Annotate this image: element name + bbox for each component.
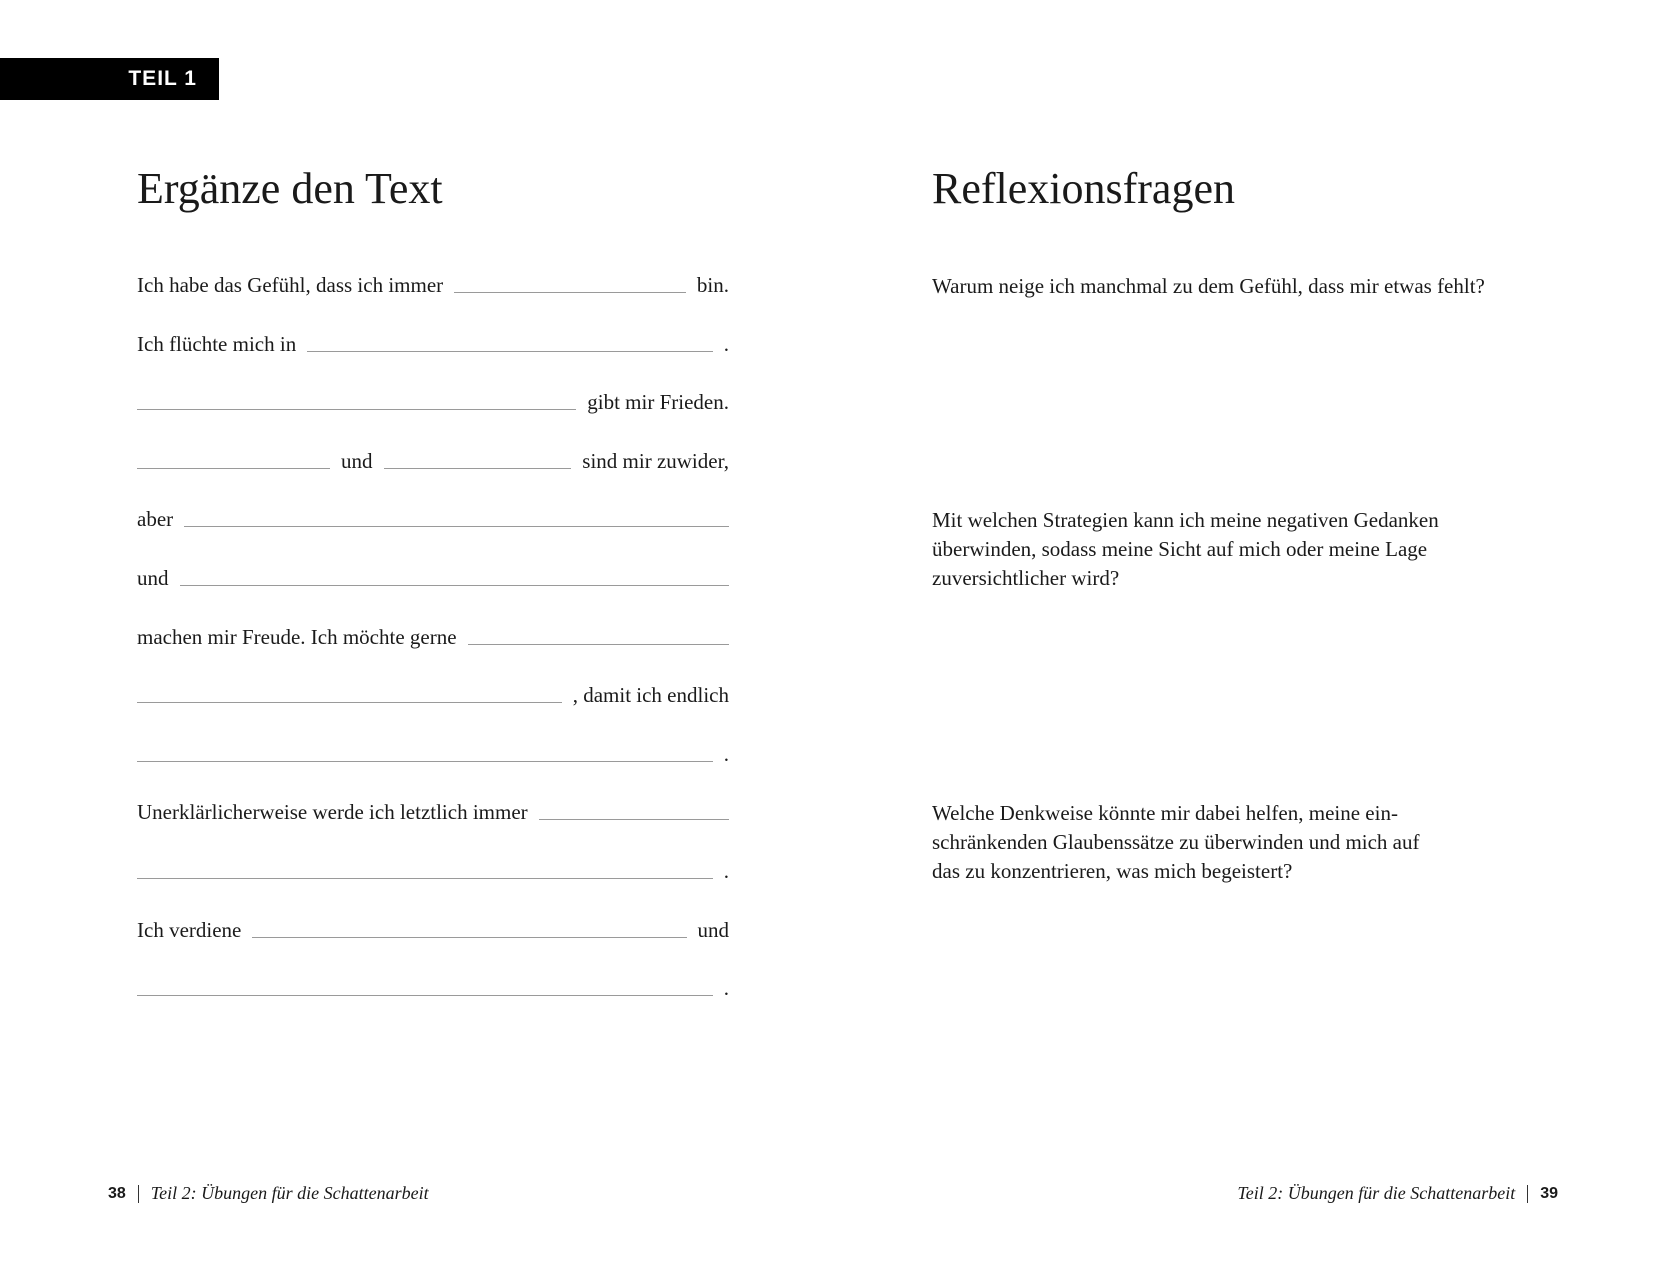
blank-field[interactable] (454, 292, 686, 293)
blank-field[interactable] (137, 878, 713, 879)
fill-row (137, 387, 729, 415)
fill-row (137, 680, 729, 708)
row-text: machen mir Freude. Ich möchte gerne (137, 625, 457, 649)
fill-row (137, 563, 729, 591)
row-text: sind mir zuwider, (582, 449, 729, 473)
left-footer (108, 1183, 429, 1204)
blank-field[interactable] (137, 761, 713, 762)
row-text: bin. (696, 273, 729, 297)
part-label: TEIL 1 (0, 58, 219, 100)
row-text: . (723, 976, 729, 1000)
blank-field[interactable] (137, 409, 576, 410)
row-text: gibt mir Frieden. (587, 390, 729, 414)
row-text: Ich habe das Gefühl, dass ich immer (137, 273, 444, 297)
fill-row (137, 270, 729, 298)
blank-field[interactable] (137, 995, 713, 996)
blank-field[interactable] (180, 585, 730, 586)
fill-row (137, 739, 729, 767)
fill-row (137, 915, 729, 943)
fill-row (137, 797, 729, 825)
blank-field[interactable] (468, 644, 729, 645)
row-text: und (341, 449, 373, 473)
fill-row (137, 856, 729, 884)
row-text: . (723, 332, 729, 356)
fill-row (137, 973, 729, 1001)
running-title: Teil 2: Übungen für die Schattenarbeit (1237, 1183, 1516, 1203)
right-page-title: Reflexionsfragen (932, 164, 1235, 213)
blank-field[interactable] (307, 351, 713, 352)
fill-row (137, 622, 729, 650)
blank-field[interactable] (539, 819, 729, 820)
blank-field[interactable] (137, 468, 330, 469)
blank-field[interactable] (137, 702, 562, 703)
fill-row (137, 446, 729, 474)
row-text: Unerklärlicherweise werde ich letztlich immer (137, 800, 528, 824)
row-text: , damit ich endlich (572, 683, 729, 707)
fill-row (137, 504, 729, 532)
row-text: Ich verdiene (137, 918, 242, 942)
row-text: aber (137, 507, 174, 531)
fill-row (137, 329, 729, 357)
left-page-title: Ergänze den Text (137, 164, 443, 213)
row-text: . (723, 742, 729, 766)
row-text: Ich flüchte mich in (137, 332, 297, 356)
reflection-question: Welche Denkweise könnte mir dabei helfen, meine ein- schränkenden Glaubenssätze zu überwinden und mich auf das zu konzentrieren, was mich begeistert? (932, 801, 1420, 883)
row-text: und (697, 918, 729, 942)
blank-field[interactable] (384, 468, 572, 469)
blank-field[interactable] (252, 937, 686, 938)
reflection-question: Warum neige ich manchmal zu dem Gefühl, dass mir etwas fehlt? (932, 274, 1485, 298)
page-number: 38 (108, 1184, 126, 1202)
footer-divider (1527, 1185, 1528, 1203)
row-text: . (723, 859, 729, 883)
row-text: und (137, 566, 169, 590)
footer-divider (138, 1185, 139, 1203)
blank-field[interactable] (184, 526, 729, 527)
page-number: 39 (1540, 1184, 1558, 1202)
right-footer (1237, 1183, 1558, 1204)
reflection-question: Mit welchen Strategien kann ich meine negativen Gedanken überwinden, sodass meine Sicht auf mich oder meine Lage zuversichtlicher wird? (932, 508, 1439, 590)
running-title: Teil 2: Übungen für die Schattenarbeit (150, 1183, 429, 1203)
